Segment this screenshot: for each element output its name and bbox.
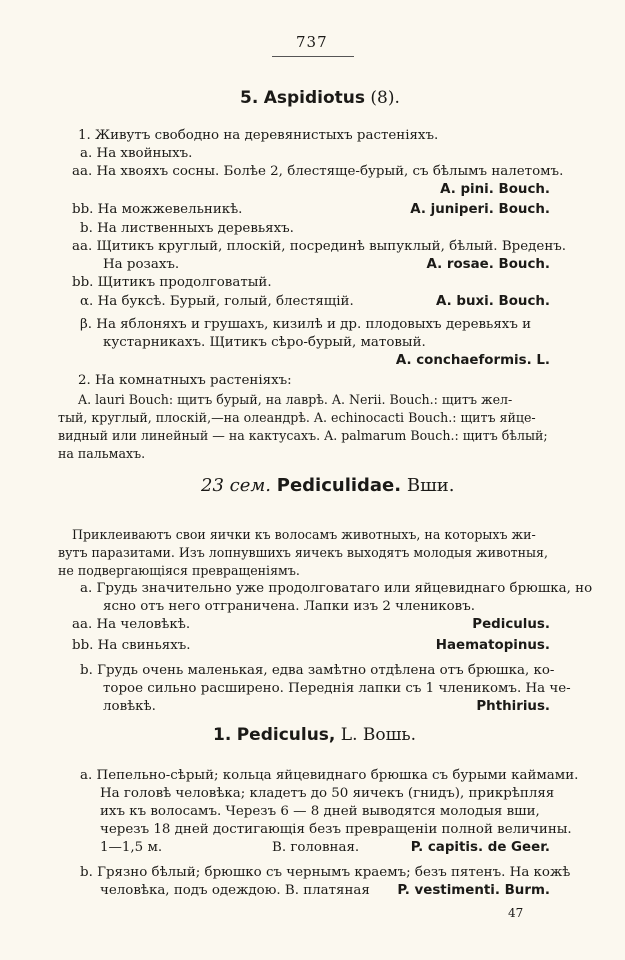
key-line [103,598,475,615]
key-mark: b. [80,865,93,880]
species-name: Phthirius. [476,699,550,714]
key-text: На человѣкѣ. [96,617,191,632]
key-text: Живутъ свободно на деревянистыхъ растенiяхъ. [95,128,439,143]
species-name: A. buxi. Bouch. [436,294,550,309]
key-line [80,220,294,237]
key-line [80,316,531,333]
key-mark: b. [80,663,93,678]
key-mark: bb. [72,638,94,653]
key-mark: 2. [78,373,91,388]
key-line [80,580,592,597]
key-mark: aa. [72,164,93,179]
key-text: На хвойныхъ. [96,146,193,161]
key-mark: a. [80,146,93,161]
key-text: ясно отъ него отграничена. Лапки изъ 2 члениковъ. [103,599,476,614]
family-common-name: Вши. [406,475,455,496]
key-text: Щитикъ продолговатый. [97,275,272,290]
page-number-rule [272,56,354,57]
key-line: не подвергающiяся превращенiямъ. [58,563,300,578]
key-text: Грудь значительно уже продолговатаго или яйцевиднаго брюшка, но [96,581,593,596]
key-line [80,864,570,881]
pediculus-heading [213,727,416,744]
key-line [80,145,192,162]
key-text: На свиньяхъ. [97,638,191,653]
aspidiotus-count: (8). [370,88,400,108]
key-line: видный или линейный — на кактусахъ. A. palmarum Bouch.: щитъ бѣлый; [58,428,548,443]
key-text: На буксѣ. Бурый, голый, блестящiй. [97,294,354,309]
key-line [80,767,578,784]
key-text: На лиственныхъ деревьяхъ. [97,221,294,236]
footer-signature: 47 [508,906,524,920]
key-line: человѣка, подъ одеждою. В. платяная [100,883,370,898]
species-name: A. rosae. Bouch. [426,257,550,272]
pediculus-common-name: Вошь. [362,725,417,745]
species-name: Haematopinus. [435,638,550,653]
pediculus-genus: Pediculus, [236,725,336,745]
key-text: кустарникахъ. Щитикъ сѣро-бурый, матовый. [103,335,426,350]
page-number: 737 [296,33,328,51]
key-line [80,662,554,679]
key-line: A. lauri Bouch: щитъ бурый, на лаврѣ. A. Nerii. Bouch.: щитъ жел- [78,392,513,407]
key-line [78,127,438,144]
key-text: Грудь очень маленькая, едва замѣтно отдѣлена отъ брюшка, ко- [97,663,555,678]
pediculus-number: 1. [213,725,232,745]
key-mark: aa. [72,617,93,632]
key-mark: b. [80,221,93,236]
family-prefix: 23 сем. [201,475,272,496]
key-line [72,274,272,291]
key-line: На головѣ человѣка; кладетъ до 50 яичекъ (гнидъ), прикрѣпляя [100,786,555,801]
key-line [72,637,191,654]
key-line: 1—1,5 м. [100,840,163,855]
key-mark: a. [80,581,93,596]
key-line [72,201,242,218]
key-text: Грязно бѣлый; брюшко съ чернымъ краемъ; безъ пятенъ. На кожѣ [97,865,571,880]
key-text: На комнатныхъ растенiяхъ: [95,373,292,388]
pediculus-author: L. [340,725,358,745]
key-line: вутъ паразитами. Изъ лопнувшихъ яичекъ выходятъ молодыя животныя, [58,545,549,560]
key-mark: α. [80,294,94,309]
key-line: черезъ 18 дней достигающiя безъ превращенiи полной величины. [100,822,572,837]
key-line [78,372,292,389]
key-text: Щитикъ круглый, плоскiй, посрединѣ выпуклый, бѣлый. Вреденъ. [96,239,567,254]
key-mark: 1. [78,128,91,143]
key-text: На хвояхъ сосны. Болѣе 2, блестяще-бурый, съ бѣлымъ налетомъ. [96,164,564,179]
family-name: Pediculidae. [276,475,402,496]
pediculidae-heading [201,477,455,494]
species-name: A. pini. Bouch. [440,182,550,197]
key-line [103,680,571,697]
aspidiotus-number: 5. [240,88,259,108]
species-name: A. conchaeformis. L. [395,353,550,368]
species-name: P. vestimenti. Burm. [397,883,550,898]
species-name: Pediculus. [472,617,550,632]
species-name: P. capitis. de Geer. [410,840,550,855]
key-line [103,334,426,351]
key-line [72,616,190,633]
key-line: В. головная. [272,840,360,855]
key-line: на пальмахъ. [58,446,146,461]
key-line: тый, круглый, плоскiй,—на олеандрѣ. A. echinocacti Bouch.: щитъ яйце- [58,410,536,425]
key-mark: a. [80,768,93,783]
key-line [80,293,354,310]
key-line [103,698,156,715]
key-line [72,238,566,255]
aspidiotus-genus: Aspidiotus [263,88,365,108]
key-text: На можжевельникѣ. [97,202,243,217]
key-line: Приклеиваютъ свои яички къ волосамъ животныхъ, на которыхъ жи- [72,527,536,542]
species-name: A. juniperi. Bouch. [410,202,550,217]
key-line [103,256,179,273]
key-mark: aa. [72,239,93,254]
key-text: На розахъ. [103,257,180,272]
key-text: Пепельно-сѣрый; кольца яйцевиднаго брюшка съ бурыми каймами. [96,768,579,783]
key-text: ловѣкѣ. [103,699,156,714]
key-text: торое сильно расширено. Переднiя лапки съ 1 членикомъ. На че- [103,681,571,696]
key-line [72,163,563,180]
key-text: На яблоняхъ и грушахъ, кизилѣ и др. плодовыхъ деревьяхъ и [96,317,532,332]
key-mark: bb. [72,202,94,217]
key-mark: β. [80,317,92,332]
key-line: ихъ къ волосамъ. Черезъ 6 — 8 дней выводятся молодыя вши, [100,804,540,819]
aspidiotus-heading [240,90,400,107]
key-mark: bb. [72,275,94,290]
